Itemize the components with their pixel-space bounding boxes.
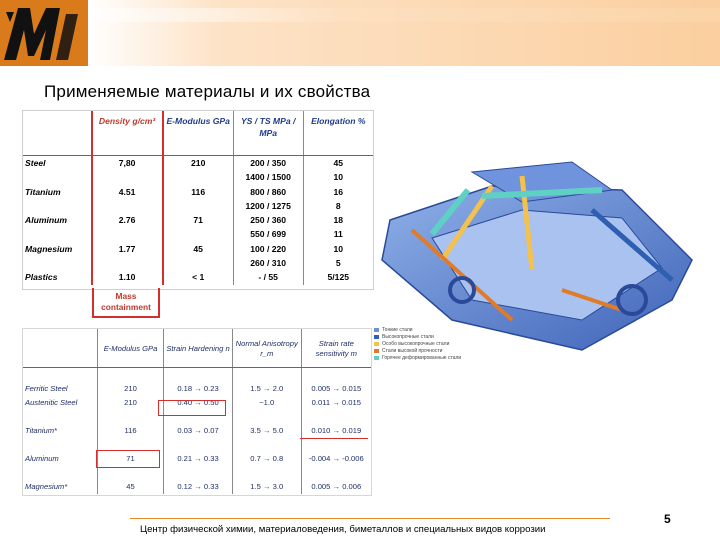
table-row: 550 / 699 11: [23, 227, 373, 241]
table2-header-emod: E-Modulus GPa: [97, 329, 163, 368]
material-properties-table: [22, 110, 374, 290]
table2-header-strain-hardening: Strain Hardening n: [164, 329, 233, 368]
footer-text: Центр физической химии, материаловедения, биметаллов и специальных видов коррозии: [140, 524, 546, 535]
aluminum-rate-highlight: [300, 424, 368, 439]
legend-item: Особо высокопрочные стали: [374, 340, 504, 347]
table-row: Magnesium 1.77 45 100 / 220 10: [23, 242, 373, 256]
table-row: Titanium 4.51 116 800 / 860 16: [23, 185, 373, 199]
table-row: 1200 / 1275 8: [23, 199, 373, 213]
table-row: Ferritic Steel 210 0.18 → 0.23 1.5 → 2.0 0.005 → 0.015: [23, 382, 371, 396]
magnesium-emod-highlight: [96, 450, 160, 468]
table-row: Steel 7,80 210 200 / 350 45: [23, 156, 373, 171]
table-row: Titanium* 116 0.03 → 0.07 3.5 → 5.0 0.010 → 0.019: [23, 424, 371, 438]
table-row: Aluminum 71 0.21 → 0.33 0.7 → 0.8 -0.004 → -0.006: [23, 452, 371, 466]
table1-header-emod: E-Modulus GPa: [163, 111, 234, 156]
company-logo: [0, 0, 88, 66]
table2-header-empty: [23, 329, 97, 368]
legend-item: Стали высокой прочности: [374, 347, 504, 354]
table-row: Plastics 1.10 < 1 - / 55 5/125: [23, 270, 373, 284]
table-row: Aluminum 2.76 71 250 / 360 18: [23, 213, 373, 227]
table2-header-strain-rate: Strain rate sensitivity m: [301, 329, 371, 368]
table-row: 1400 / 1500 10: [23, 170, 373, 184]
slide-title: Применяемые материалы и их свойства: [44, 82, 371, 101]
table-row: Magnesium* 45 0.12 → 0.33 1.5 → 3.0 0.005 → 0.006: [23, 480, 371, 494]
material-legend: [374, 326, 504, 361]
legend-item: Высокопрочные стали: [374, 333, 504, 340]
legend-item: Горячее деформированные стали: [374, 354, 504, 361]
table1-header-elongation: Elongation %: [303, 111, 373, 156]
page-number: 5: [664, 512, 671, 526]
table-row: Austenitic Steel 210 0.40 → 0.50 ~1.0 0.011 → 0.015: [23, 396, 371, 410]
table1-header-ysts: YS / TS MPa / MPa: [233, 111, 303, 156]
table1-header-density: Density g/cm³: [92, 111, 163, 156]
legend-item: Тонкие стали: [374, 326, 504, 333]
table1-header-empty: [23, 111, 92, 156]
header-strip: [88, 8, 720, 22]
titanium-hardening-highlight: [158, 400, 226, 416]
footer-divider: [130, 518, 610, 519]
mass-containment-label: Mass containment: [92, 288, 160, 318]
table2-header-anisotropy: Normal Anisotropy r_m: [232, 329, 301, 368]
table-row: 260 / 310 5: [23, 256, 373, 270]
